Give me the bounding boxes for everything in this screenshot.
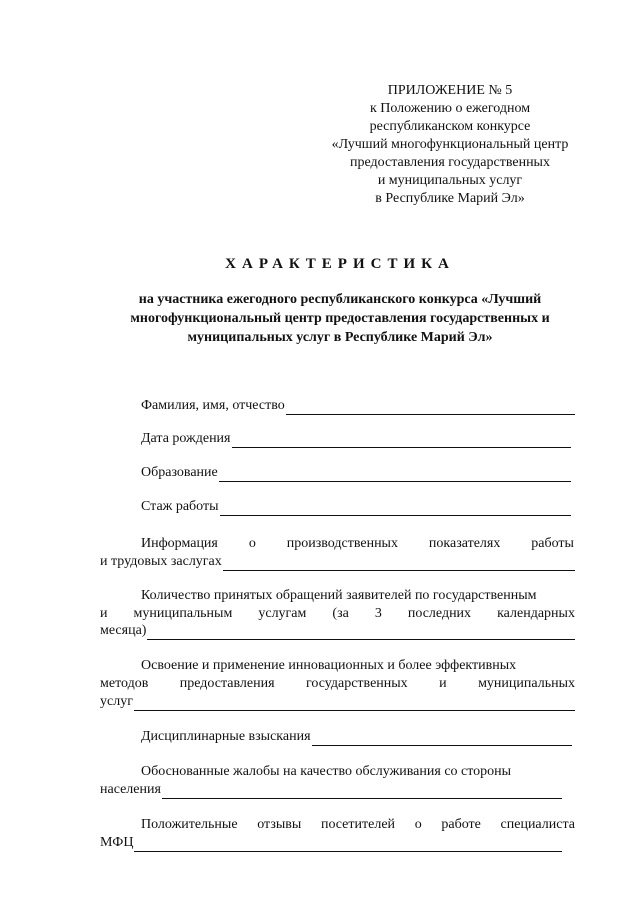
field-innovation-line2 bbox=[100, 675, 575, 693]
field-appeals-line3 bbox=[100, 622, 575, 640]
word: показателях bbox=[428, 536, 501, 551]
appendix-line: и муниципальных услуг bbox=[377, 173, 523, 188]
subtitle-line: на участника ежегодного республиканского конкурса «Лучший bbox=[138, 292, 542, 307]
field-innovation-line1 bbox=[141, 657, 575, 675]
word: работе bbox=[441, 817, 481, 832]
word: специалиста bbox=[500, 817, 575, 832]
appendix-line: в Республике Марий Эл» bbox=[375, 191, 525, 206]
field-label: Дата рождения bbox=[141, 431, 231, 446]
field-complaints-line1 bbox=[141, 763, 575, 781]
field-label: услуг bbox=[100, 694, 133, 709]
info-blank-line[interactable] bbox=[223, 556, 575, 571]
sentence: Освоение и применение инновационных и более эффективных bbox=[141, 658, 517, 673]
sentence: Количество принятых обращений заявителей по государственным bbox=[141, 588, 537, 603]
word: муниципальным bbox=[133, 606, 233, 621]
appendix-line: предоставления государственных bbox=[350, 155, 550, 170]
word: о bbox=[248, 536, 256, 551]
word: услугам bbox=[258, 606, 307, 621]
experience-blank-line[interactable] bbox=[220, 501, 571, 516]
field-education bbox=[141, 464, 571, 482]
field-reviews-line1 bbox=[141, 816, 575, 834]
subtitle-line: муниципальных услуг в Республике Марий Эл» bbox=[187, 330, 493, 345]
sentence: Обоснованные жалобы на качество обслуживания со стороны bbox=[141, 764, 512, 779]
field-birth bbox=[141, 430, 571, 448]
word: муниципальных bbox=[478, 676, 575, 691]
discipline-blank-line[interactable] bbox=[312, 731, 572, 746]
word: предоставления bbox=[179, 676, 275, 691]
word: производственных bbox=[286, 536, 398, 551]
field-label: Образование bbox=[141, 465, 218, 480]
appendix-header bbox=[300, 82, 600, 208]
word: (за bbox=[332, 606, 349, 621]
appendix-line: «Лучший многофункциональный центр bbox=[331, 137, 569, 152]
reviews-blank-line[interactable] bbox=[134, 837, 562, 852]
word: отзывы bbox=[257, 817, 302, 832]
field-label: Стаж работы bbox=[141, 499, 219, 514]
education-blank-line[interactable] bbox=[219, 467, 571, 482]
field-info-line2 bbox=[100, 553, 575, 571]
word: и bbox=[439, 676, 447, 691]
field-label: Дисциплинарные взыскания bbox=[141, 729, 311, 744]
word: Положительные bbox=[141, 817, 238, 832]
field-fio bbox=[141, 397, 575, 415]
word: работы bbox=[531, 536, 574, 551]
word: и bbox=[100, 606, 108, 621]
field-label: населения bbox=[100, 782, 161, 797]
appendix-line: республиканском конкурсе bbox=[369, 119, 531, 134]
field-label: МФЦ bbox=[100, 835, 134, 850]
appeals-blank-line[interactable] bbox=[147, 625, 575, 640]
subtitle-line: многофункциональный центр предоставления государственных и bbox=[130, 311, 550, 326]
field-appeals-line2 bbox=[100, 605, 575, 623]
complaints-blank-line[interactable] bbox=[162, 784, 562, 799]
innovation-blank-line[interactable] bbox=[134, 696, 575, 711]
fio-blank-line[interactable] bbox=[286, 400, 575, 415]
word: о bbox=[414, 817, 422, 832]
field-innovation-line3 bbox=[100, 693, 575, 711]
word: 3 bbox=[374, 606, 382, 621]
field-label: Фамилия, имя, отчество bbox=[141, 398, 285, 413]
field-discipline bbox=[141, 728, 572, 746]
appendix-line: к Положению о ежегодном bbox=[369, 101, 531, 116]
field-label: месяца) bbox=[100, 623, 147, 638]
word: посетителей bbox=[320, 817, 396, 832]
field-info-line1 bbox=[141, 535, 574, 553]
field-complaints-line2 bbox=[100, 781, 562, 799]
word: государственных bbox=[305, 676, 408, 691]
birth-blank-line[interactable] bbox=[232, 433, 572, 448]
field-reviews-line2 bbox=[100, 834, 562, 852]
field-experience bbox=[141, 498, 571, 516]
appendix-line: ПРИЛОЖЕНИЕ № 5 bbox=[387, 83, 513, 98]
word: методов bbox=[100, 676, 149, 691]
document-subtitle bbox=[100, 290, 580, 347]
word: календарных bbox=[497, 606, 575, 621]
word: последних bbox=[407, 606, 472, 621]
document-title: ХАРАКТЕРИСТИКА bbox=[225, 256, 455, 272]
field-appeals-line1 bbox=[141, 587, 575, 605]
word: Информация bbox=[141, 536, 218, 551]
field-label: и трудовых заслугах bbox=[100, 554, 222, 569]
